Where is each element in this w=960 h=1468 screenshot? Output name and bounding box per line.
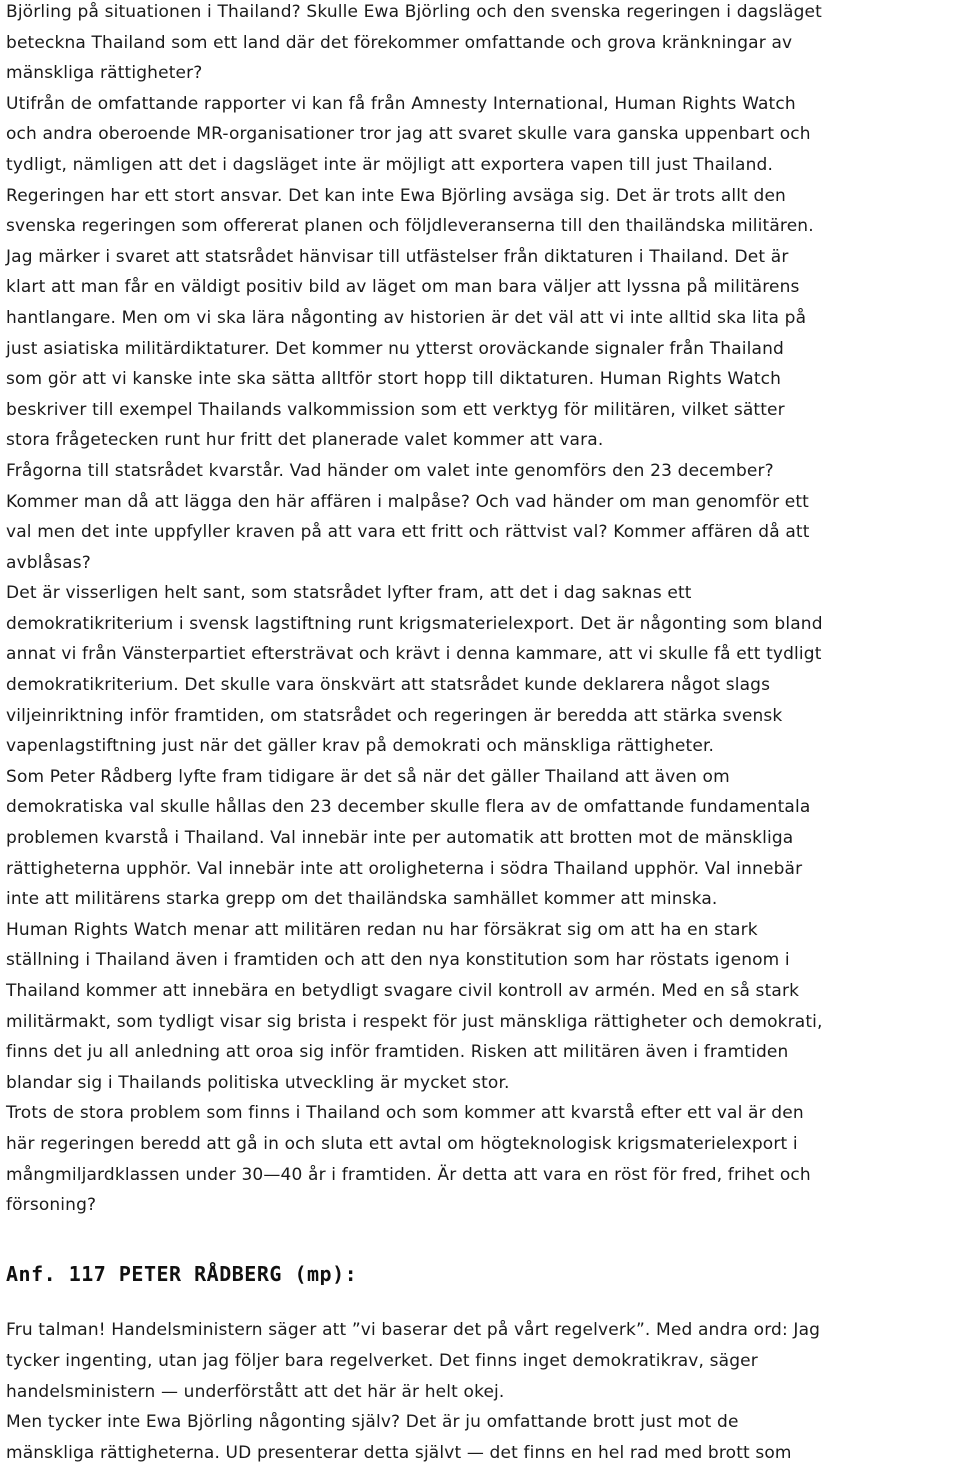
speech-text-after	[0, 1315, 960, 1468]
text-line: militärmakt, som tydligt visar sig brista i respekt för just mänskliga rättigheter och demokrati,	[6, 1011, 823, 1032]
text-line: klart att man får en väldigt positiv bild av läget om man bara väljer att lyssna på militärens	[6, 277, 800, 298]
text-line: beskriver till exempel Thailands valkommission som ett verktyg för militären, vilket sätter	[6, 399, 785, 420]
text-line: vapenlagstiftning just när det gäller krav på demokrati och mänskliga rättigheter.	[6, 736, 715, 757]
text-line: handelsministern — underförstått att det här är helt okej.	[6, 1381, 505, 1402]
text-line: Utifrån de omfattande rapporter vi kan få från Amnesty International, Human Rights Watch	[6, 93, 796, 114]
text-line: Regeringen har ett stort ansvar. Det kan inte Ewa Björling avsäga sig. Det är trots allt den	[6, 185, 786, 206]
text-line: Human Rights Watch menar att militären redan nu har försäkrat sig om att ha en stark	[6, 919, 758, 940]
text-line: tycker ingenting, utan jag följer bara regelverket. Det finns inget demokratikrav, säger	[6, 1350, 758, 1371]
text-line: demokratikriterium. Det skulle vara önskvärt att statsrådet kunde deklarera något slags	[6, 675, 771, 696]
text-line: avblåsas?	[6, 552, 91, 573]
paragraph	[0, 0, 960, 89]
text-line: Kommer man då att lägga den här affären i malpåse? Och vad händer om man genomför ett	[6, 491, 810, 512]
text-line: stora frågetecken runt hur fritt det planerade valet kommer att vara.	[6, 430, 604, 451]
text-line: Som Peter Rådberg lyfte fram tidigare är det så när det gäller Thailand att även om	[6, 766, 730, 787]
text-line: Frågorna till statsrådet kvarstår. Vad händer om valet inte genomförs den 23 december?	[6, 460, 774, 481]
paragraph	[0, 1407, 960, 1468]
text-line: Björling på situationen i Thailand? Skulle Ewa Björling och den svenska regeringen i dagsläget	[6, 2, 822, 22]
paragraph	[0, 1315, 960, 1407]
text-line: tydligt, nämligen att det i dagsläget inte är möjligt att exportera vapen till just Thailand.	[6, 154, 774, 175]
paragraph	[0, 456, 960, 578]
text-line: försoning?	[6, 1195, 97, 1216]
text-line: och andra oberoende MR-organisationer tror jag att svaret skulle vara ganska uppenbart och	[6, 124, 811, 145]
text-line: mänskliga rättigheter?	[6, 63, 203, 84]
text-line: Fru talman! Handelsministern säger att ”vi baserar det på vårt regelverk”. Med andra ord: Jag	[6, 1320, 821, 1341]
text-line: rättigheterna upphör. Val innebär inte att oroligheterna i södra Thailand upphör. Val innebär	[6, 858, 803, 879]
text-line: Men tycker inte Ewa Björling någonting själv? Det är ju omfattande brott just mot de	[6, 1412, 739, 1433]
text-line: blandar sig i Thailands politiska utveckling är mycket stor.	[6, 1072, 510, 1093]
text-line: Jag märker i svaret att statsrådet hänvisar till utfästelser från diktaturen i Thailand. Det är	[6, 246, 789, 267]
text-line: Det är visserligen helt sant, som statsrådet lyfter fram, att det i dag saknas ett	[6, 583, 692, 604]
speaker-heading: Anf. 117 PETER RÅDBERG (mp):	[6, 1261, 358, 1286]
text-line: mänskliga rättigheterna. UD presenterar detta självt — det finns en hel rad med brott som	[6, 1442, 792, 1463]
text-line: här regeringen beredd att gå in och sluta ett avtal om högteknologisk krigsmaterielexport i	[6, 1133, 798, 1154]
text-line: hantlangare. Men om vi ska lära någonting av historien är det väl att vi inte alltid ska lita på	[6, 307, 807, 328]
paragraph	[0, 915, 960, 1099]
text-line: mångmiljardklassen under 30—40 år i framtiden. Är detta att vara en röst för fred, frihet och	[6, 1164, 811, 1185]
text-line: inte att militärens starka grepp om det thailändska samhället kommer att minska.	[6, 889, 718, 910]
text-line: finns det ju all anledning att oroa sig inför framtiden. Risken att militären även i framtiden	[6, 1042, 789, 1063]
text-line: viljeinriktning inför framtiden, om statsrådet och regeringen är beredda att stärka svensk	[6, 705, 783, 726]
text-line: beteckna Thailand som ett land där det förekommer omfattande och grova kränkningar av	[6, 32, 793, 53]
text-line: demokratiska val skulle hållas den 23 december skulle flera av de omfattande fundamentala	[6, 797, 811, 818]
text-line: ställning i Thailand även i framtiden och att den nya konstitution som har röstats igenom i	[6, 950, 790, 971]
text-line: val men det inte uppfyller kraven på att vara ett fritt och rättvist val? Kommer affären då att	[6, 522, 810, 543]
text-line: Thailand kommer att innebära en betydligt svagare civil kontroll av armén. Med en så stark	[6, 981, 800, 1001]
text-line: problemen kvarstå i Thailand. Val innebär inte per automatik att brotten mot de mänskliga	[6, 828, 794, 849]
text-line: Trots de stora problem som finns i Thailand och som kommer att kvarstå efter ett val är den	[6, 1103, 804, 1124]
text-line: annat vi från Vänsterpartiet eftersträvat och krävt i denna kammare, att vi skulle få ett tydligt	[6, 644, 822, 665]
text-line: just asiatiska militärdiktaturer. Det kommer nu ytterst oroväckande signaler från Thailand	[6, 338, 784, 359]
paragraph	[0, 1098, 960, 1220]
text-line: demokratikriterium i svensk lagstiftning runt krigsmaterielexport. Det är någonting som bland	[6, 613, 823, 634]
paragraph	[0, 762, 960, 915]
paragraph	[0, 89, 960, 456]
text-line: som gör att vi kanske inte ska sätta alltför stort hopp till diktaturen. Human Rights Watch	[6, 369, 782, 390]
text-line: svenska regeringen som offererat planen och följdleveranserna till den thailändska militären.	[6, 216, 814, 237]
paragraph	[0, 578, 960, 762]
